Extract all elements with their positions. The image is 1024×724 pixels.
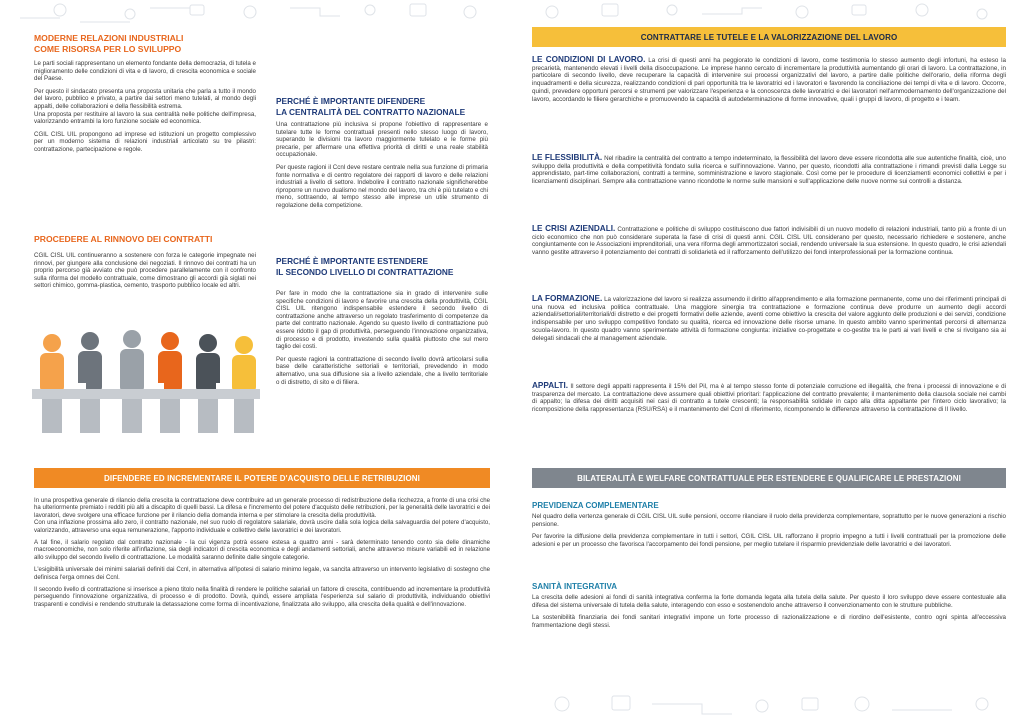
section-body-secondo-livello: Per fare in modo che la contrattazione sia in grado di intervenire sulle specifiche condizioni di lavoro e favorire una crescita della produttività, CGIL CISL UIL ritengono indispensabile estendere il secondo livello di contrattazione anche attraverso un regolato trasferimento di competenze da parte del contratto nazionale. Agendo su questo livello di contrattazione può essere ridotto il gap di produttività, perseguendo l'innovazione organizzativa, di processo e di prodotto, investendo sulla qualità piuttosto che sul mero taglio dei costi. Per queste ragioni la contrattazione di secondo livello dovrà articolarsi sulla base delle caratteristiche settoriali e territoriali, prevedendo in modo alternativo, una sua diffusione sia a livello aziendale, che a livello territoriale o di distretto, di sito e di filiera. bbox=[276, 290, 488, 386]
paragraph-formazione: LA FORMAZIONE. La valorizzazione del lavoro si realizza assumendo il diritto all'apprendimento e alla formazione permanente, come uno dei riferimenti principali di una nuova ed inclusiva politica contrattuale. Una maggiore sinergia tra contrattazione e formazione continua deve produrre un aumento degli accordi aziendali/settoriali/territoriali/di distretto e dei progetti formativi delle aziende, aventi come obiettivo la crescita del valore aggiunto delle produzioni e dei servizi, condizione indispensabile per uno sviluppo competitivo fondato su qualità, ricerca ed innovazione delle risorse umane. In questo ambito vanno sperimentati percorsi di alternanza scuola-lavoro. In questo quadro vanno sperimentate attività di formazione congiunta: iniziative co-progettate e co-gestite tra le parti ai vari livelli e che si rivolgano sia ai delegati sindacali che al management aziendale. bbox=[532, 294, 1006, 342]
decorative-top-pattern bbox=[0, 0, 512, 30]
paragraph-crisi: LE CRISI AZIENDALI. Contrattazione e politiche di sviluppo costituiscono due fattori indivisibili di un nuovo modello di relazioni industriali, tanto più a fronte di un ciclo economico che non può considerare superata la fase di crisi di questi anni. CGIL CISL UIL considerano per questo, necessario richiedere e sostenere, anche congiuntamente con le Associazioni imprenditoriali, una vera riforma degli ammortizzatori sociali, rendendo universale la sua estensione. In questo quadro, le crisi aziendali vanno gestite attraverso il potenziamento dei contratti di solidarietà ed il rafforzamento dell'utilizzo dei fondi interprofessionali per la formazione continua. bbox=[532, 224, 1006, 257]
banner-tutele: CONTRATTARE LE TUTELE E LA VALORIZZAZIONE DEL LAVORO bbox=[532, 27, 1006, 47]
meeting-illustration bbox=[30, 325, 262, 443]
section-title-relazioni: MODERNE RELAZIONI INDUSTRIALI COME RISORSA PER LO SVILUPPO bbox=[34, 33, 184, 54]
banner-retribuzioni: DIFENDERE ED INCREMENTARE IL POTERE D'ACQUISTO DELLE RETRIBUZIONI bbox=[34, 468, 490, 488]
banner-welfare: BILATERALITÀ E WELFARE CONTRATTUALE PER ESTENDERE E QUALIFICARE LE PRESTAZIONI bbox=[532, 468, 1006, 488]
subtitle-previdenza: PREVIDENZA COMPLEMENTARE bbox=[532, 501, 659, 510]
meeting-table bbox=[32, 389, 260, 399]
section-body-relazioni: Le parti sociali rappresentano un elemento fondante della democrazia, di tutela e miglioramento delle condizioni di vita e di lavoro, di crescita economica e sociale del Paese. Per questo il sindacato presenta una proposta unitaria che parla a tutto il mondo del lavoro, pubblico e privato, a partire dai settori meno tutelati, al mondo degli appalti, delle collaborazioni e della flessibilità estrema. Una proposta per restituire al lavoro la sua centralità nelle politiche dell'impresa, valorizzando entrambi la loro funzione sociale ed economica. CGIL CISL UIL propongono ad imprese ed istituzioni un progetto complessivo per un moderno sistema di relazioni industriali articolato su tre pilastri: contrattazione, partecipazione e regole. bbox=[34, 60, 256, 153]
section-title-secondo-livello: PERCHÉ È IMPORTANTE ESTENDERE IL SECONDO LIVELLO DI CONTRATTAZIONE bbox=[276, 256, 454, 277]
body-previdenza: Nel quadro della vertenza generale di CGIL CISL UIL sulle pensioni, occorre rilanciare il ruolo della previdenza complementare, soprattutto per le nuove generazioni a rischio pensione. Per favorire la diffusione della previdenza complementare in tutti i settori, CGIL CISL UIL rafforzano il proprio impegno a tutti i livelli contrattuali per la promozione delle adesioni e per un processo che favorisca l'accorpamento dei fondi pensione, per meglio tutelare il risparmio previdenziale delle lavoratrici e dei lavoratori. bbox=[532, 513, 1006, 548]
section-body-centralita: Una contrattazione più inclusiva si propone l'obiettivo di rappresentare e tutelare tutte le forme contrattuali presenti nello stesso luogo di lavoro, superando le divisioni tra lavoro maggiormente tutelato e le forme più precarie, per affermare una effettiva priorità di diritti e una reale stabilità occupazionale. Per queste ragioni il Ccnl deve restare centrale nella sua funzione di primaria fonte normativa e di centro regolatore dei rapporti di lavoro e delle relazioni industriali a livello di settore. Indebolire il contratto nazionale significherebbe riproporre un nuovo dualismo nel mondo del lavoro, tra chi è più tutelato e chi meno, sottraendo, al tempo stesso alle imprese un utile strumento di regolazione della competizione. bbox=[276, 121, 488, 209]
subtitle-sanita: SANITÀ INTEGRATIVA bbox=[532, 582, 618, 591]
section-body-rinnovo: CGIL CISL UIL continueranno a sostenere con forza le categorie impegnate nei rinnovi, per giungere alla conclusione dei negoziati. Il rinnovo dei contratti ha un proprio percorso già avviato che può procedere parallelamente con il confronto sulla riforma del modello contrattuale, come dimostrano gli accordi già siglati nei settori chimico, gomma-plastica, cemento, trasporto pubblico locale ed altri. bbox=[34, 252, 256, 290]
paragraph-flessibilita: LE FLESSIBILITÀ. Nel ribadire la centralità del contratto a tempo indeterminato, la flessibilità del lavoro deve essere ricondotta alle sue autentiche finalità, cioè, uno sviluppo della produttività e della competitività fondato sulla ricerca e sull'innovazione. Vanno, per questo, ricondotti alla contrattazione i rimandi previsti dalla Legge su apprendistato, part-time collaborazioni, contratti a termine, somministrazione e lavoro stagionale. Così come per le procedure di licenziamenti economici collettivi e per i licenziamenti disciplinari. Sempre alla contrattazione vanno ricondotte le norme sulle mansioni e sull'applicazione delle nuove norme sui controlli a distanza. bbox=[532, 153, 1006, 186]
section-title-rinnovo: PROCEDERE AL RINNOVO DEI CONTRATTI bbox=[34, 234, 213, 244]
right-page bbox=[512, 0, 1024, 724]
paragraph-appalti: APPALTI. Il settore degli appalti rappresenta il 15% del Pil, ma è al tempo stesso fonte di potenziale corruzione ed illegalità, che frena i processi di innovazione e di trasparenza del mercato. La contrattazione deve assumere quali obiettivi prioritari: l'applicazione del contratto prevalente; il mantenimento della clausola sociale nei cambi di appalto; la difesa dei diritti acquisiti nei casi di contratto a tutele crescenti; la responsabilità solidale in capo alla ditta appaltante per l'intero ciclo lavorativo; la ricomposizione della rappresentanza (RSU/RSA) e il mantenimento del Ccnl di riferimento, ricomponendo le differenze attraverso la contrattazione di II livello. bbox=[532, 381, 1006, 414]
person-figure bbox=[40, 334, 64, 393]
decorative-bottom-pattern bbox=[512, 684, 1024, 724]
section-title-centralita: PERCHÉ È IMPORTANTE DIFENDERE LA CENTRALITÀ DEL CONTRATTO NAZIONALE bbox=[276, 96, 466, 117]
decorative-top-pattern bbox=[512, 0, 1024, 30]
section-body-retribuzioni: In una prospettiva generale di rilancio della crescita la contrattazione deve contribuire ad un generale processo di redistribuzione della ricchezza, a fronte di una crisi che ha ulteriormente premiato i redditi più alti a discapito di quelli bassi. La difesa e l'incremento del potere d'acquisto delle retribuzioni, per la generalità delle lavoratrici e dei lavoratori, deve svolgere una efficace funzione per il rilancio della domanda interna e per stimolare la crescita della produttività. Con una inflazione prossima allo zero, il contratto nazionale, nel suo ruolo di regolatore salariale, dovrà uscire dalla sola logica della salvaguardia del potere d'acquisto, valorizzando, attraverso una equa remunerazione, l'apporto individuale e collettivo delle lavoratrici e dei lavoratori. A tal fine, il salario regolato dal contratto nazionale - la cui vigenza potrà essere estesa a quattro anni - sarà determinato tenendo conto sia delle dinamiche macroeconomiche, non solo riferite all'inflazione, sia degli indicatori di crescita economica e degli andamenti settoriali, anche attraverso misure variabili ed in relazione allo sviluppo del secondo livello di contrattazione. Le modalità saranno definite dalle singole categorie. L'esigibilità universale dei minimi salariali definiti dai Ccnl, in alternativa all'ipotesi di salario minimo legale, va sancita attraverso un intervento legislativo di sostegno che definisca l'erga omnes dei Ccnl. Il secondo livello di contrattazione si inserisce a pieno titolo nella finalità di rendere le politiche salariali un fattore di crescita, contribuendo ad incrementare la produttività perseguendo l'innovazione organizzativa, di processo e di prodotto. Dovrà, quindi, essere ampliata l'esperienza sul salario di produttività, individuando obiettivi trasparenti e condivisi e rendendo strutturale la detassazione come forma di incentivazione, finalizzata allo sviluppo, alla crescita della qualità e dell'innovazione. bbox=[34, 497, 490, 608]
body-sanita: La crescita delle adesioni ai fondi di sanità integrativa conferma la forte domanda legata alla tutela della salute. Per questo il loro sviluppo deve essere contestuale alla difesa del sistema universale di tutela della salute, interagendo con esso e sostenendolo anche attraverso il convenzionamento con le strutture pubbliche. La sostenibilità finanziaria dei fondi sanitari integrativi impone un forte processo di razionalizzazione e di riordino dell'esistente, contro ogni spinta all'eccessiva frammentazione degli stessi. bbox=[532, 594, 1006, 629]
paragraph-condizioni: LE CONDIZIONI DI LAVORO. La crisi di questi anni ha peggiorato le condizioni di lavoro, come testimonia lo stesso aumento degli infortuni, ha esteso la precarietà, mantenendo elevati i livelli della disoccupazione. Le imprese hanno cercato di incrementare la produttività aumentando gli orari di lavoro. La contrattazione, in particolare di secondo livello, deve recuperare la capacità di intervenire sui processi organizzativi del lavoro, a partire dalle politiche dell'orario, della riforma degli inquadramenti e della sicurezza, realizzando condizioni di pari opportunità tra le lavoratrici ed i lavoratori e favorendo la conciliazione dei tempi di vita e di lavoro. Occorre, quindi, prevedere opportuni percorsi e strumenti per valorizzare l'esperienza e la conoscenza delle lavoratrici e dei lavoratori nell'ammodernamento dell'organizzazione del lavoro, accordando le filiere gerarchiche e promuovendo la capacità di autodeterminazione di forme innovative, quali i gruppi di lavoro, di progetto e i team. bbox=[532, 55, 1006, 103]
